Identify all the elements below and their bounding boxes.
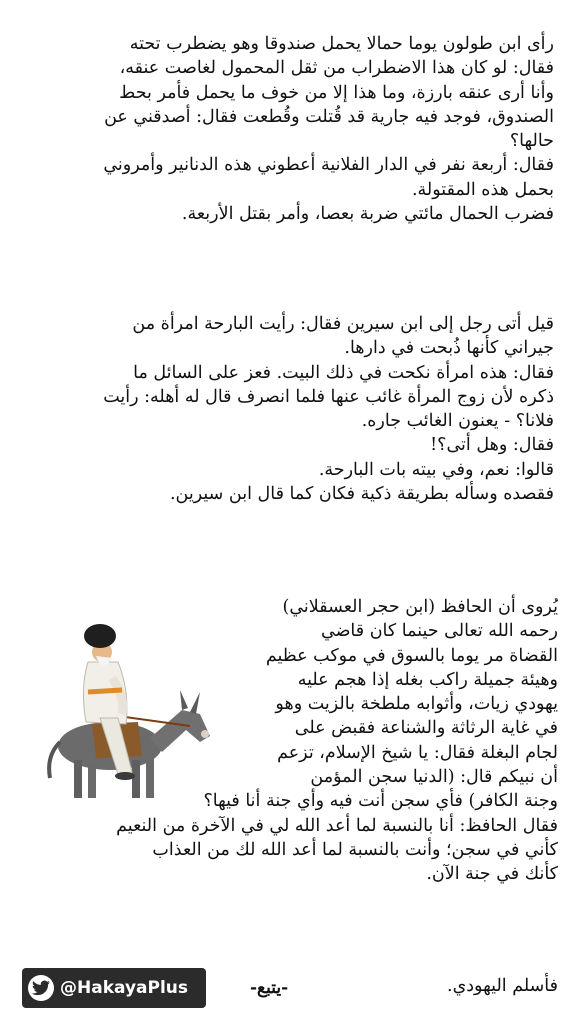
story-line: الصندوق، فوجد فيه جارية قد قُتلت وقُطعت فقال: أصدقني عن: [104, 106, 554, 127]
twitter-handle-badge[interactable]: [22, 968, 206, 1008]
story-line: وجنة الكافر) فأي سجن أنت فيه وأي جنة أنا فيها؟: [203, 791, 558, 812]
story-line: أن نبيكم قال: (الدنيا سجن المؤمن: [310, 767, 558, 788]
donkey-leg: [74, 760, 82, 798]
story-line: فلانا؟ - يعنون الغائب جاره.: [361, 411, 554, 432]
donkey-muzzle: [201, 730, 209, 738]
donkey-leg: [132, 760, 140, 798]
donkey-leg: [88, 762, 96, 798]
story-line: يهودي زيات، وأثوابه ملطخة بالزيت وهو: [275, 694, 558, 715]
story-line: ذكره لأن زوج المرأة غائب عنها فلما انصرف قال له أهله: رأيت: [103, 386, 554, 407]
donkey-ear: [180, 690, 188, 710]
story-line: حالها؟: [509, 131, 554, 152]
story-line: جيراني كأنها ذُبحت في دارها.: [344, 338, 554, 359]
story-line: فقال: لو كان هذا الاضطراب من ثقل المحمول لغاصت عنقه،: [119, 58, 554, 79]
story-line: قيل أتى رجل إلى ابن سيرين فقال: رأيت البارحة امرأة من: [132, 314, 554, 334]
story-line: فقال الحافظ: أنا بالنسبة لما أعد الله لي في الآخرة من النعيم: [116, 815, 558, 836]
story-line: وأنا أرى عنقه بارزة، وما هذا إلا من خوف ما يحمل فأمر بحط: [119, 82, 554, 103]
story-line: فقال: هذه امرأة نكحت في ذلك البيت. فعز على السائل ما: [133, 362, 554, 383]
story-line: بحمل هذه المقتولة.: [411, 179, 554, 200]
rider-shoe: [115, 772, 135, 780]
story-line: فقصده وسأله بطريقة ذكية فكان كما قال ابن سيرين.: [169, 484, 554, 505]
donkey-head: [150, 710, 210, 752]
story-final-line: فأسلم اليهودي.: [447, 976, 558, 996]
story-line: القضاة مر يوما بالسوق في موكب عظيم: [265, 645, 558, 666]
story-line: كأنك في جنة الآن.: [426, 864, 558, 885]
rider-sash: [88, 690, 122, 692]
story-line: وهيئة جميلة راكب بغله إذا هجم عليه: [297, 669, 558, 690]
twitter-handle-text: @HakayaPlus: [60, 978, 189, 998]
story-line: قالوا: نعم، وفي بيته بات البارحة.: [318, 459, 554, 480]
story-ibn-sirin: [18, 312, 554, 506]
story-line: لجام البغلة فقال: يا شيخ الإسلام، تزعم: [277, 742, 558, 763]
story-line: رحمه الله تعالى حينما كان قاضي: [320, 621, 558, 642]
story-line: يُروى أن الحافظ (ابن حجر العسقلاني): [282, 597, 558, 617]
twitter-bird-icon: [28, 975, 54, 1001]
donkey-leg: [146, 758, 154, 798]
to-be-continued-label: -يتبع-: [250, 978, 289, 998]
story-line: رأى ابن طولون يوما حمالا يحمل صندوقا وهو يضطرب تحته: [129, 34, 554, 54]
story-line: فقال: وهل أتى؟!: [430, 435, 554, 456]
story-line: كأني في سجن؛ وأنت بالنسبة لما أعد الله لك من العذاب: [152, 839, 558, 860]
story-line: فضرب الحمال مائتي ضربة بعصا، وأمر بقتل الأربعة.: [181, 204, 554, 225]
story-line: فقال: أربعة نفر في الدار الفلانية أعطوني هذه الدنانير وأمروني: [103, 155, 554, 176]
story-line: في غاية الرثاثة والشناعة فقبض على: [294, 718, 558, 739]
rider-turban: [84, 624, 116, 648]
story-ibn-tulun: [18, 32, 554, 226]
donkey-ear: [190, 692, 200, 714]
man-on-donkey-illustration: [22, 618, 222, 806]
